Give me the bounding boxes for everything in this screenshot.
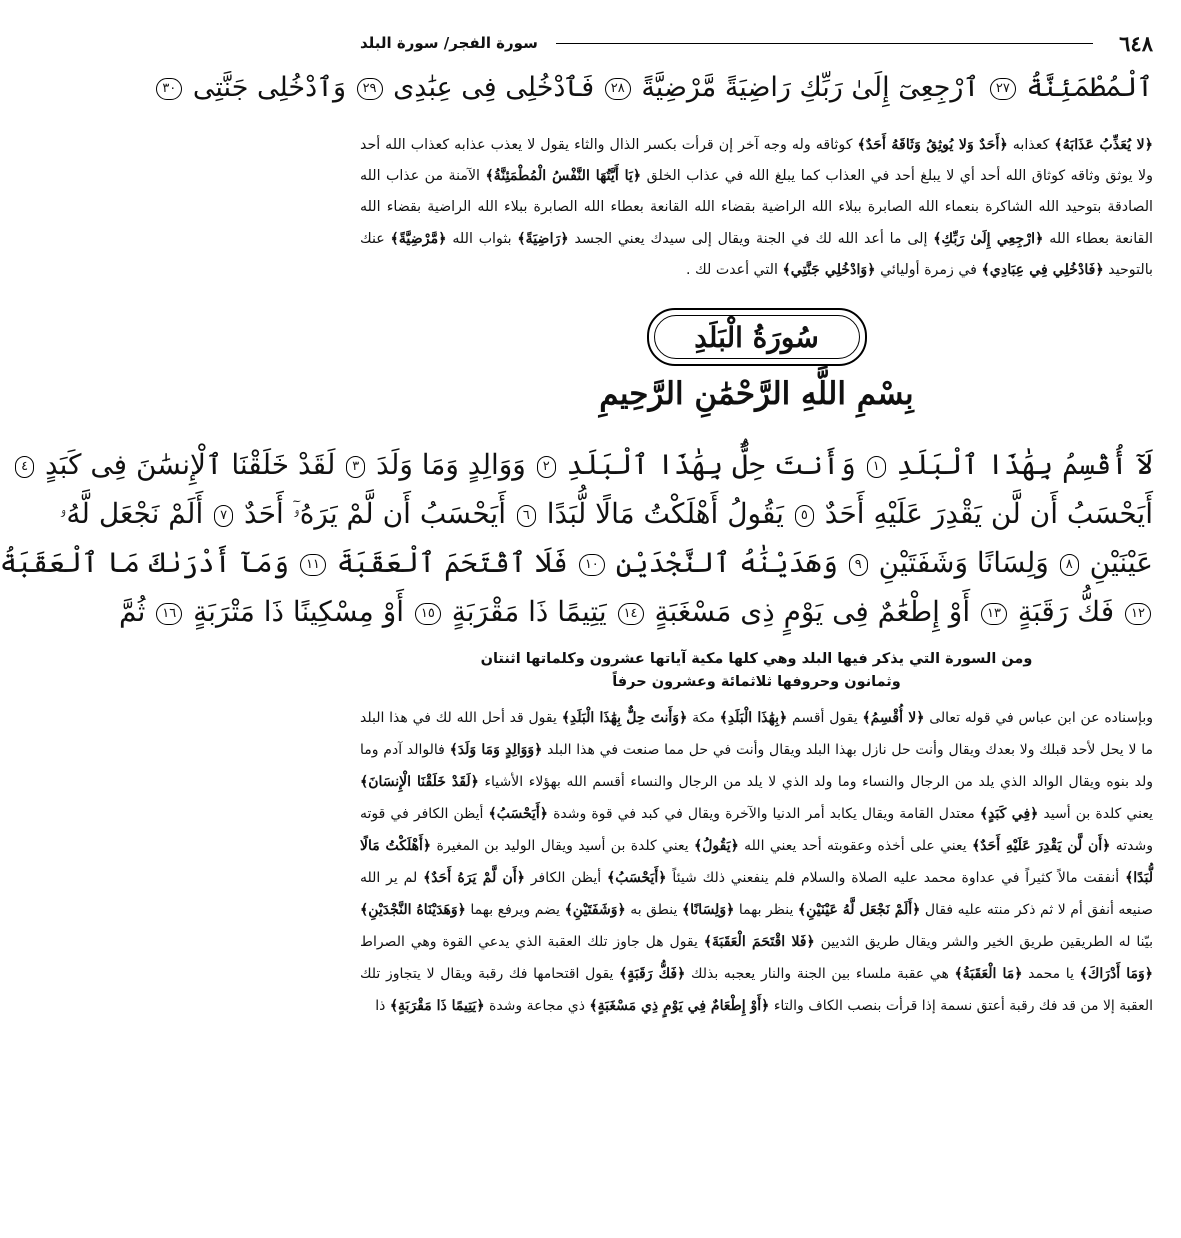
quoted-verse: ﴿يَتِيمًا ذَا مَقْرَبَةٍ﴾ xyxy=(389,998,485,1015)
quoted-verse: ﴿يَا أَيَّتُهَا النَّفْسُ الْمُطْمَئِنَّةُ﴾ xyxy=(485,168,642,185)
commentary-text: ينظر بهما xyxy=(734,902,798,919)
quoted-verse: ﴿وَأَنتَ حِلٌّ بِهَٰذَا الْبَلَدِ﴾ xyxy=(561,710,688,727)
verse-text: فَٱدْخُلِى فِى عِبَٰدِى xyxy=(393,72,595,103)
sura-info-line-1: ومن السورة التي يذكر فيها البلد وهي كلها مكية آياتها عشرون وكلماتها اثنتان xyxy=(480,651,1033,668)
commentary-text: عنك بالتوحيد xyxy=(360,230,1153,278)
quoted-verse: ﴿لا أُقْسِمُ﴾ xyxy=(862,710,925,727)
quoted-verse: ﴿وَادْخُلِي جَنَّتِي﴾ xyxy=(782,261,876,278)
verse-text: يَقُولُ أَهْلَكْتُ مَالًا لُّبَدًا xyxy=(546,497,784,531)
verse-number-marker: ١٦ xyxy=(156,603,182,625)
quoted-verse: ﴿فِي كَبَدٍ﴾ xyxy=(979,806,1039,823)
commentary-text: معتدل القامة ويقال يكابد أمر الدنيا والآخرة ويقال في كبد في قوة وشدة xyxy=(547,806,980,823)
verse-text: ثُمَّ xyxy=(118,595,146,629)
verse-number-marker: ٧ xyxy=(214,505,233,527)
quran-line xyxy=(0,538,1153,587)
quran-line xyxy=(59,489,1153,538)
commentary-text: في زمرة أوليائي xyxy=(875,261,982,278)
verse-text: ٱرْجِعِىٓ إِلَىٰ رَبِّكِ رَاضِيَةً مَّرْضِيَّةً xyxy=(641,72,980,103)
mushaf-page xyxy=(0,26,1154,1226)
commentary-text: ينطق به xyxy=(625,902,682,919)
verse-number-marker: ٢ xyxy=(537,456,556,478)
verse-text: أَلَمْ نَجْعَل لَّهُۥ xyxy=(59,497,204,531)
commentary-text: يا محمد xyxy=(1022,966,1080,983)
sura-title-frame xyxy=(647,308,867,366)
commentary-text: كوثاقه وله وجه آخر إن قرأت بكسر الذال والثاء يقول لا يعذب عذابه كعذاب الله أحد ولا يوثق وثاقه كوثاق الله أحد أي لا يبلغ أحد في العذاب كما يبلغ الله في عذاب الخلق xyxy=(360,137,1153,185)
quoted-verse: ﴿لا يُعَذِّبُ عَذَابَهُ﴾ xyxy=(1054,137,1154,153)
commentary-text: أيظن الكافر xyxy=(524,870,608,887)
verse-number-marker: ٨ xyxy=(1060,554,1079,576)
quoted-verse: ﴿بِهَٰذَا الْبَلَدِ﴾ xyxy=(719,710,788,727)
quoted-verse: ﴿وَشَفَتَيْنِ﴾ xyxy=(564,902,626,919)
commentary-text: وبإسناده عن ابن عباس في قوله تعالى xyxy=(924,710,1154,727)
verse-text: وَوَالِدٍ وَمَا وَلَدَ xyxy=(376,448,526,482)
commentary-text: التي أعدت لك . xyxy=(686,261,783,278)
commentary-text: أنفقت مالاً كثيراً في عداوة محمد عليه الصلاة والسلام فلم ينفعني ذلك شيئاً xyxy=(666,870,1126,887)
verse-number-marker: ١٤ xyxy=(618,603,644,625)
sura-info-line-2: وثمانون وحروفها ثلاثمائة وعشرون حرفاً xyxy=(612,674,901,691)
commentary-text: فالوالد آدم وما ولد بنوه ويقال الوالد الذي يلد من الرجال والنساء وما ولد الذي لا يلد من الرجال والنساء أقسم الله بهؤلاء الأشياء xyxy=(360,742,1153,791)
verse-number-marker: ٢٧ xyxy=(990,78,1016,100)
verse-text: وَهَدَيْنَٰهُ ٱلنَّجْدَيْنِ xyxy=(615,546,838,580)
commentary-text: إلى ما أعد الله لك في الجنة ويقال إلى سيدك يعني الجسد xyxy=(568,230,934,247)
commentary-text: لم ير الله صنيعه أنفق أم لا ثم ذكر منته عليه فقال xyxy=(360,870,1153,919)
quoted-verse: ﴿ارْجِعِي إِلَىٰ رَبِّكِ﴾ xyxy=(933,230,1044,247)
verse-text: أَيَحْسَبُ أَن لَّمْ يَرَهُۥٓ أَحَدٌ xyxy=(244,497,506,531)
page-header xyxy=(360,26,1153,60)
verse-number-marker: ٩ xyxy=(849,554,868,576)
verse-text: وَمَآ أَدْرَىٰكَ مَا ٱلْعَقَبَةُ xyxy=(0,546,290,580)
commentary-text: يقول قد أحل الله لك في هذا البلد ما لا يحل لأحد قبلك ولا بعدك ويقال وأنت حل نازل بهذا البلد ويقال وأنت في حل مما صنعت في هذا البلد xyxy=(360,710,1153,759)
sura-title: سُورَةُ الْبَلَدِ xyxy=(694,320,819,354)
verse-text: ٱلْمُطْمَئِنَّةُ xyxy=(1026,72,1153,103)
quran-verses-top xyxy=(162,64,1153,112)
quoted-verse: ﴿وَمَا أَدْرَاكَ﴾ xyxy=(1079,966,1153,983)
commentary-text: يضم ويرفع بهما xyxy=(465,902,565,919)
verse-text: وَٱدْخُلِى جَنَّتِى xyxy=(192,72,346,103)
verse-text: فَكُّ رَقَبَةٍ xyxy=(1017,595,1115,629)
commentary-text: بيّنا له الطريقين طريق الخير والشر ويقال طريق الثديين xyxy=(814,934,1153,951)
commentary-text: يعني على أخذه وعقوبته أحد يعني الله xyxy=(738,838,972,855)
quoted-verse: ﴿أَهْلَكْتُ مَالًا لُّبَدًا﴾ xyxy=(360,838,1153,887)
quoted-verse: ﴿يَقُولُ﴾ xyxy=(694,838,739,855)
basmala: بِسْمِ اللَّهِ الرَّحْمَٰنِ الرَّحِيمِ xyxy=(599,376,914,413)
verse-number-marker: ٣٠ xyxy=(156,78,182,100)
quoted-verse: ﴿فَكُّ رَقَبَةٍ﴾ xyxy=(619,966,686,983)
quoted-verse: ﴿أَلَمْ نَجْعَل لَّهُ عَيْنَيْنِ﴾ xyxy=(797,902,921,919)
verse-text: فَلَا ٱقْتَحَمَ ٱلْعَقَبَةَ xyxy=(336,546,568,580)
commentary-text: يقول اقتحامها فك رقبة ويقال لا يتجاوز تلك العقبة إلا من قد فك رقبة أعتق نسمة إذا قرأت بنصب الكاف والتاء xyxy=(360,966,1153,1015)
verse-number-marker: ١١ xyxy=(300,554,326,576)
commentary-text: يعني كلدة بن أسيد ويقال الوليد بن المغيرة xyxy=(431,838,694,855)
quoted-verse: ﴿وَهَدَيْنَاهُ النَّجْدَيْنِ﴾ xyxy=(360,902,466,919)
verse-text: وَأَنتَ حِلٌّۢ بِهَٰذَا ٱلْبَلَدِ xyxy=(566,448,856,482)
header-rule xyxy=(556,43,1093,44)
verse-text: عَيْنَيْنِ xyxy=(1089,546,1153,580)
commentary-text: يقول هل جاوز تلك العقبة الذي يدعي القوة وهي الصراط xyxy=(360,934,704,951)
quoted-verse: ﴿أَحَدٌ وَلا يُوثِقُ وَثَاقَهُ أَحَدٌ﴾ xyxy=(857,137,1008,153)
verse-text: لَقَدْ خَلَقْنَا ٱلْإِنسَٰنَ فِى كَبَدٍ xyxy=(44,448,336,482)
verse-number-marker: ١٣ xyxy=(981,603,1007,625)
quoted-verse: ﴿فَلا اقْتَحَمَ الْعَقَبَةَ﴾ xyxy=(703,934,815,951)
commentary-text: مكة xyxy=(687,710,720,727)
commentary-text: ذا xyxy=(375,998,390,1015)
quoted-verse: ﴿أَن لَّن يَقْدِرَ عَلَيْهِ أَحَدٌ﴾ xyxy=(971,838,1111,855)
verse-number-marker: ١٥ xyxy=(415,603,441,625)
verse-text: يَتِيمًا ذَا مَقْرَبَةٍ xyxy=(451,595,607,629)
tafsir-paragraph-1 xyxy=(360,130,1153,286)
verse-number-marker: ١٠ xyxy=(579,554,605,576)
commentary-text: الآمنة من عذاب الله الصادقة بتوحيد الله الشاكرة بنعماء الله الصابرة ببلاء الله الراضية بقضاء الله القانعة بعطاء الله الصابرة ببلاء الله الراضية بقضاء الله القانعة بعطاء الله xyxy=(360,168,1153,247)
page-number: ٦٤٨ xyxy=(1119,30,1153,56)
verse-number-marker: ٦ xyxy=(517,505,536,527)
quoted-verse: ﴿أَوْ إِطْعَامٌ فِي يَوْمٍ ذِي مَسْغَبَةٍ﴾ xyxy=(589,998,770,1015)
commentary-text: يعني كلدة بن أسيد xyxy=(1038,806,1153,823)
verse-number-marker: ٤ xyxy=(15,456,34,478)
quoted-verse: ﴿أَيَحْسَبُ﴾ xyxy=(607,870,667,887)
sura-info xyxy=(360,648,1153,694)
tafsir-paragraph-2 xyxy=(360,702,1153,1022)
quoted-verse: ﴿لَقَدْ خَلَقْنَا الْإِنسَانَ﴾ xyxy=(360,774,479,791)
quoted-verse: ﴿مَا الْعَقَبَةُ﴾ xyxy=(954,966,1023,983)
quran-line xyxy=(21,440,1153,489)
verse-number-marker: ٣ xyxy=(346,456,365,478)
quoted-verse: ﴿فَادْخُلِي فِي عِبَادِي﴾ xyxy=(981,261,1104,278)
verse-number-marker: ٢٩ xyxy=(357,78,383,100)
commentary-text: يقول أقسم xyxy=(787,710,863,727)
verse-number-marker: ٥ xyxy=(795,505,814,527)
commentary-text: بثواب الله xyxy=(446,230,518,247)
verse-text: لَآ أُقْسِمُ بِهَٰذَا ٱلْبَلَدِ xyxy=(896,448,1153,482)
commentary-text: أيظن الكافر في قوته وشدته xyxy=(360,806,1153,855)
quoted-verse: ﴿أَيَحْسَبُ﴾ xyxy=(488,806,548,823)
quoted-verse: ﴿أَن لَّمْ يَرَهُ أَحَدٌ﴾ xyxy=(423,870,525,887)
verse-text: أَوْ مِسْكِينًا ذَا مَتْرَبَةٍ xyxy=(193,595,404,629)
commentary-text: هي عقبة ملساء بين الجنة والنار يعجبه بذلك xyxy=(685,966,955,983)
commentary-text: كعذابه xyxy=(1007,137,1055,153)
verse-text: أَيَحْسَبُ أَن لَّن يَقْدِرَ عَلَيْهِ أَحَدٌ xyxy=(824,497,1153,531)
quran-verses-block xyxy=(0,440,1153,636)
verse-text: أَوْ إِطْعَٰمٌ فِى يَوْمٍ ذِى مَسْغَبَةٍ xyxy=(654,595,971,629)
verse-text: وَلِسَانًا وَشَفَتَيْنِ xyxy=(878,546,1049,580)
quoted-verse: ﴿وَوَالِدٍ وَمَا وَلَدَ﴾ xyxy=(449,742,543,759)
quran-line xyxy=(118,587,1153,636)
quoted-verse: ﴿مَّرْضِيَّةً﴾ xyxy=(390,230,447,247)
commentary-text: ذي مجاعة وشدة xyxy=(484,998,590,1015)
quoted-verse: ﴿رَاضِيَةً﴾ xyxy=(517,230,569,247)
verse-number-marker: ٢٨ xyxy=(605,78,631,100)
page-title: سورة الفجر/ سورة البلد xyxy=(360,34,538,52)
verse-number-marker: ١٢ xyxy=(1125,603,1151,625)
quoted-verse: ﴿وَلِسَانًا﴾ xyxy=(681,902,735,919)
verse-number-marker: ١ xyxy=(867,456,886,478)
